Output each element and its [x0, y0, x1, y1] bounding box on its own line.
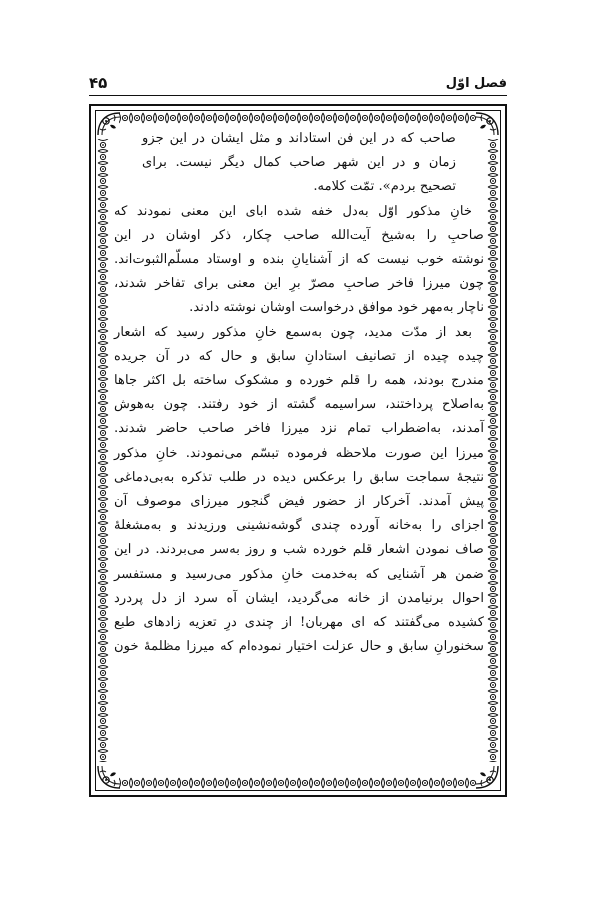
page-number: ۴۵	[89, 74, 108, 92]
paragraph-3-line-12: احوال برنیامدن از خانه می‌گردید، ایشان آه سرد از دل پردرد	[114, 590, 484, 606]
corner-flourish-bottom-left-icon	[94, 762, 124, 792]
paragraph-3-line-11: ضمن هر آشنایی که به‌خدمت خانِ مذکور می‌رسید و مستفسر	[114, 566, 484, 582]
paragraph-3-line-10: صاف نمودن اشعار قلم خورده شب و روز به‌سر می‌بردند. در این	[114, 542, 484, 558]
body-text	[114, 127, 484, 659]
chapter-title: فصل اوّل	[445, 76, 507, 91]
arabesque-border-top-icon	[119, 111, 477, 125]
paragraph-2-line-3: نوشته خوب نیست که از آشنایانِ بنده و اوستاد مسلّم‌الثبوت‌اند.	[114, 252, 484, 268]
paragraph-3-line-5: آمدند، به‌اضطراب تمام نزد میرزا فاخر صاحب حاضر شدند.	[114, 421, 484, 437]
paragraph-2-line-1: خانِ مذکور اوّل به‌دل خفه شده ابای این معنی نمودند که	[114, 203, 472, 219]
paragraph-2-line-5: ناچار به‌مهر خود موافق درخواست اوشان نوشته دادند.	[189, 300, 484, 316]
paragraph-1-line-1: صاحب که در این فن استاداند و مثل ایشان در این جزو	[142, 131, 456, 146]
paragraph-3-line-8: پیش آمدند. آخرکار از حضور فیض گنجور میرزای موصوف آن	[114, 494, 484, 510]
arabesque-border-bottom-icon	[119, 776, 477, 790]
arabesque-border-left-icon	[96, 139, 110, 762]
paragraph-3-line-6: میرزا این صورت ملاحظه فرموده تبسّم می‌نمودند. خانِ مذکور	[114, 445, 484, 461]
paragraph-1-line-3: تصحیح بردم». تمّت کلامه.	[313, 179, 456, 195]
paragraph-3-line-9: اجزای را به‌خانه آورده چندی گوشه‌نشینی ورزیدند و به‌مشغلهٔ	[114, 518, 484, 534]
paragraph-3-line-14: سخنورانِ سابق و حال عزلت اختیار نموده‌ام که میرزا مظلمهٔ خون	[114, 639, 484, 655]
paragraph-3-line-7: نتیجهٔ سماجت سابق را برعکس دیده در طلب تذکره به‌بی‌دماغی	[114, 469, 484, 485]
paragraph-3-line-2: چیده چیده از تصانیف استادانِ سابق و حال که در آن جریده	[114, 348, 484, 364]
corner-flourish-bottom-right-icon	[472, 762, 502, 792]
header-rule	[89, 95, 507, 96]
paragraph-3-line-1: بعد از مدّت مدید، چون به‌سمع خانِ مذکور رسید که اشعار	[114, 324, 472, 340]
paragraph-3-line-4: به‌اصلاح پرداختند، سراسیمه گشته از خود رفتند. چون به‌هوش	[114, 397, 484, 413]
running-header	[89, 74, 507, 96]
paragraph-2-line-4: چون میرزا فاخر صاحبِ مصرّ برِ این معنی برای تفاخر شدند،	[114, 276, 484, 292]
paragraph-3-line-3: مندرج بودند، همه را قلم خورده و مشکوک ساخته بل اکثر جاها	[114, 373, 484, 389]
paragraph-1-line-2: زمان و در این شهر صاحب کمال دیگر نیست. برای	[142, 155, 456, 171]
paragraph-2-line-2: صاحبِ را به‌شیخ آیت‌الله صاحب چکار، ذکر اوشان در این	[114, 227, 484, 243]
arabesque-border-right-icon	[486, 139, 500, 762]
paragraph-3-line-13: کشیده می‌گفتند که ای مهربان! از چندی درِ تعزیه زادهای طبع	[114, 615, 484, 631]
